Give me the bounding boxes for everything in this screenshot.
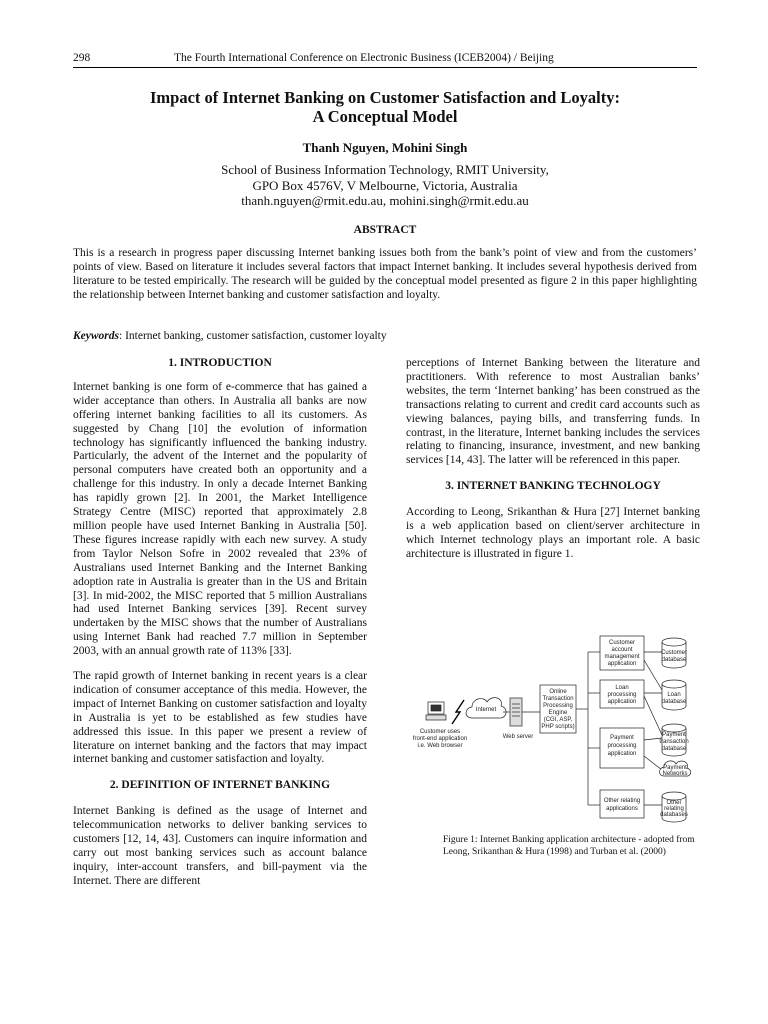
figure-1-caption: Figure 1: Internet Banking application architecture - adopted from Leong, Srikanthan & Hura (1998) and Turban et al. (2000)	[443, 835, 695, 857]
db3-label-1: Payment	[662, 732, 686, 738]
other-apps-box	[600, 790, 644, 818]
app2-label-3: application	[607, 699, 637, 705]
running-header	[73, 51, 697, 68]
title-line-1: Impact of Internet Banking on Customer Satisfaction and Loyalty:	[150, 88, 620, 107]
customer-label-line-2: front-end application	[412, 736, 468, 742]
right-paragraph-1: perceptions of Internet Banking between the literature and practitioners. With reference to most Australian banks’ websites, the term ‘Internet banking’ has been construed as the transactions relating to current and credit card accounts such as viewing balances, paying bills, and transferring funds. In contrast, in the literature, Internet banking includes the services relating to financing, insurance, investment, and new banking services [14, 43]. The latter will be referenced in this paper.	[406, 357, 700, 467]
engine-label-3: Processing	[543, 703, 573, 709]
keywords-text: : Internet banking, customer satisfaction, customer loyalty	[119, 330, 387, 342]
app1-label-4: application	[607, 661, 637, 667]
engine-label-2: Transaction	[542, 696, 574, 702]
db2-label-1: Loan	[667, 692, 681, 698]
left-column	[73, 357, 367, 889]
customer-label-line-3: i.e. Web browser	[417, 743, 463, 749]
internet-label: Internet	[475, 707, 497, 713]
app4-label-2: applications	[606, 806, 638, 812]
app3-label-2: processing	[607, 743, 637, 749]
abstract-heading: ABSTRACT	[353, 224, 417, 236]
engine-label-4: Engine	[548, 710, 568, 716]
db5-label-2: relating	[664, 806, 684, 812]
affiliation-line-2: GPO Box 4576V, V Melbourne, Victoria, Australia	[252, 177, 518, 193]
authors: Thanh Nguyen, Mohini Singh	[302, 140, 468, 155]
section-2-heading: 2. DEFINITION OF INTERNET BANKING	[109, 779, 331, 792]
author-emails: thanh.nguyen@rmit.edu.au, mohini.singh@rmit.edu.au	[241, 193, 529, 208]
db4-label-2: Networks	[662, 771, 688, 777]
monitor-screen-shape	[431, 705, 441, 711]
app1-label-2: account	[611, 647, 633, 653]
db2-label-2: database	[661, 699, 687, 705]
keywords-label: Keywords	[73, 330, 119, 342]
db3-label-3: database	[661, 746, 687, 752]
figure-1-architecture	[412, 630, 710, 830]
paper-title	[73, 88, 697, 126]
section-2-paragraph-1: Internet Banking is defined as the usage of Internet and telecommunication networks to deliver banking services to customers [12, 14, 43]. Customers can inquire information and carry out most banking services such as account balance inquiry, inter-account transfers, and bill-payment via the Internet. There are different	[73, 805, 367, 887]
keyboard-shape	[426, 715, 446, 720]
engine-label-1: Online	[549, 689, 567, 695]
title-line-2: A Conceptual Model	[312, 107, 458, 126]
section-3-paragraph-1: According to Leong, Srikanthan & Hura [27] Internet banking is a web application based on client/server architecture in which Internet technology plays an important role. A basic architecture is illustrated in figure 1.	[406, 506, 700, 560]
app3-label-3: application	[607, 751, 637, 757]
app1-label-1: Customer	[608, 640, 636, 646]
architecture-diagram	[412, 630, 710, 830]
affiliation	[73, 162, 697, 209]
db3-label-2: transaction	[659, 739, 689, 745]
engine-label-6: PHP scripts)	[541, 724, 575, 730]
lightning-connector	[452, 700, 464, 724]
engine-label-5: (CGI, ASP,	[543, 717, 573, 723]
web-server-label: Web server	[502, 734, 534, 740]
customer-label-line-1: Customer uses	[419, 729, 461, 735]
app2-label-1: Loan	[615, 685, 629, 691]
page-number: 298	[73, 52, 91, 64]
section-1-heading: 1. INTRODUCTION	[168, 357, 272, 369]
keywords	[73, 330, 697, 342]
app1-label-3: management	[604, 654, 640, 660]
right-column	[406, 357, 700, 562]
app2-label-2: processing	[607, 692, 637, 698]
app3-label-1: Payment	[610, 735, 634, 741]
section-1-paragraph-2: The rapid growth of Internet banking in recent years is a clear indication of consumer acceptance of this media. However, the impact of Internet Banking on customer satisfaction and loyalty in Australia is yet to be established as few studies have addressed this issue. In this paper we present a review of literature on internet banking and the factors that may impact internet banking and customer satisfaction and loyalty.	[73, 670, 367, 766]
db5-label-1: Other	[666, 800, 682, 806]
section-3-heading: 3. INTERNET BANKING TECHNOLOGY	[445, 480, 661, 493]
affiliation-line-1: School of Business Information Technology, RMIT University,	[221, 162, 549, 177]
conference-name: The Fourth International Conference on Electronic Business (ICEB2004) / Beijing	[174, 52, 554, 64]
abstract-text: This is a research in progress paper discussing Internet banking issues both from the bank’s point of view and from the customers’ points of view. Based on literature it includes several factors that impact Internet banking. It includes several hypothesis derived from literature to be tested empirically. The research will be guided by the conceptual model presented as figure 2 in this paper highlighting the relationship between Internet banking and customer satisfaction and loyalty.	[73, 247, 697, 301]
db4-label-1: Payment	[663, 765, 687, 771]
db5-label-3: databases	[660, 812, 688, 818]
db1-label-1: Customer	[660, 650, 688, 656]
app4-label-1: Other relating	[603, 798, 641, 804]
section-1-paragraph-1: Internet banking is one form of e-commerce that has gained a wider acceptance than others. In Australia all banks are now offering internet banking facilities to all its customers. As suggested by Chang [10] the evolution of information technology has significantly influenced the banking industry. Particularly, the advent of the Internet and the popularity of personal computers have created both an opportunity and a challenge for this industry. In only a decade Internet Banking has rapidly grown [2]. In 2001, the Market Intelligence Strategy Centre (MISC) reported that approximately 2.8 million people have used Internet Banking in Australia [50]. These figures increase rapidly with each new survey. A study from Taylor Nelson Sofre in 2002 revealed that 23% of Australians used Internet Banking and the Internet Banking adoption rate in Australia is greater than in the US and Britain [3]. In mid-2002, the MISC reported that 5 million Australians had used Internet Banking services [39]. Recent survey undertaken by the MISC shows that the number of Australians using Internet Bank had reached 7.7 million in September 2003, with an annual growth rate of 113% [33].	[73, 380, 367, 658]
db1-label-2: database	[661, 657, 687, 663]
